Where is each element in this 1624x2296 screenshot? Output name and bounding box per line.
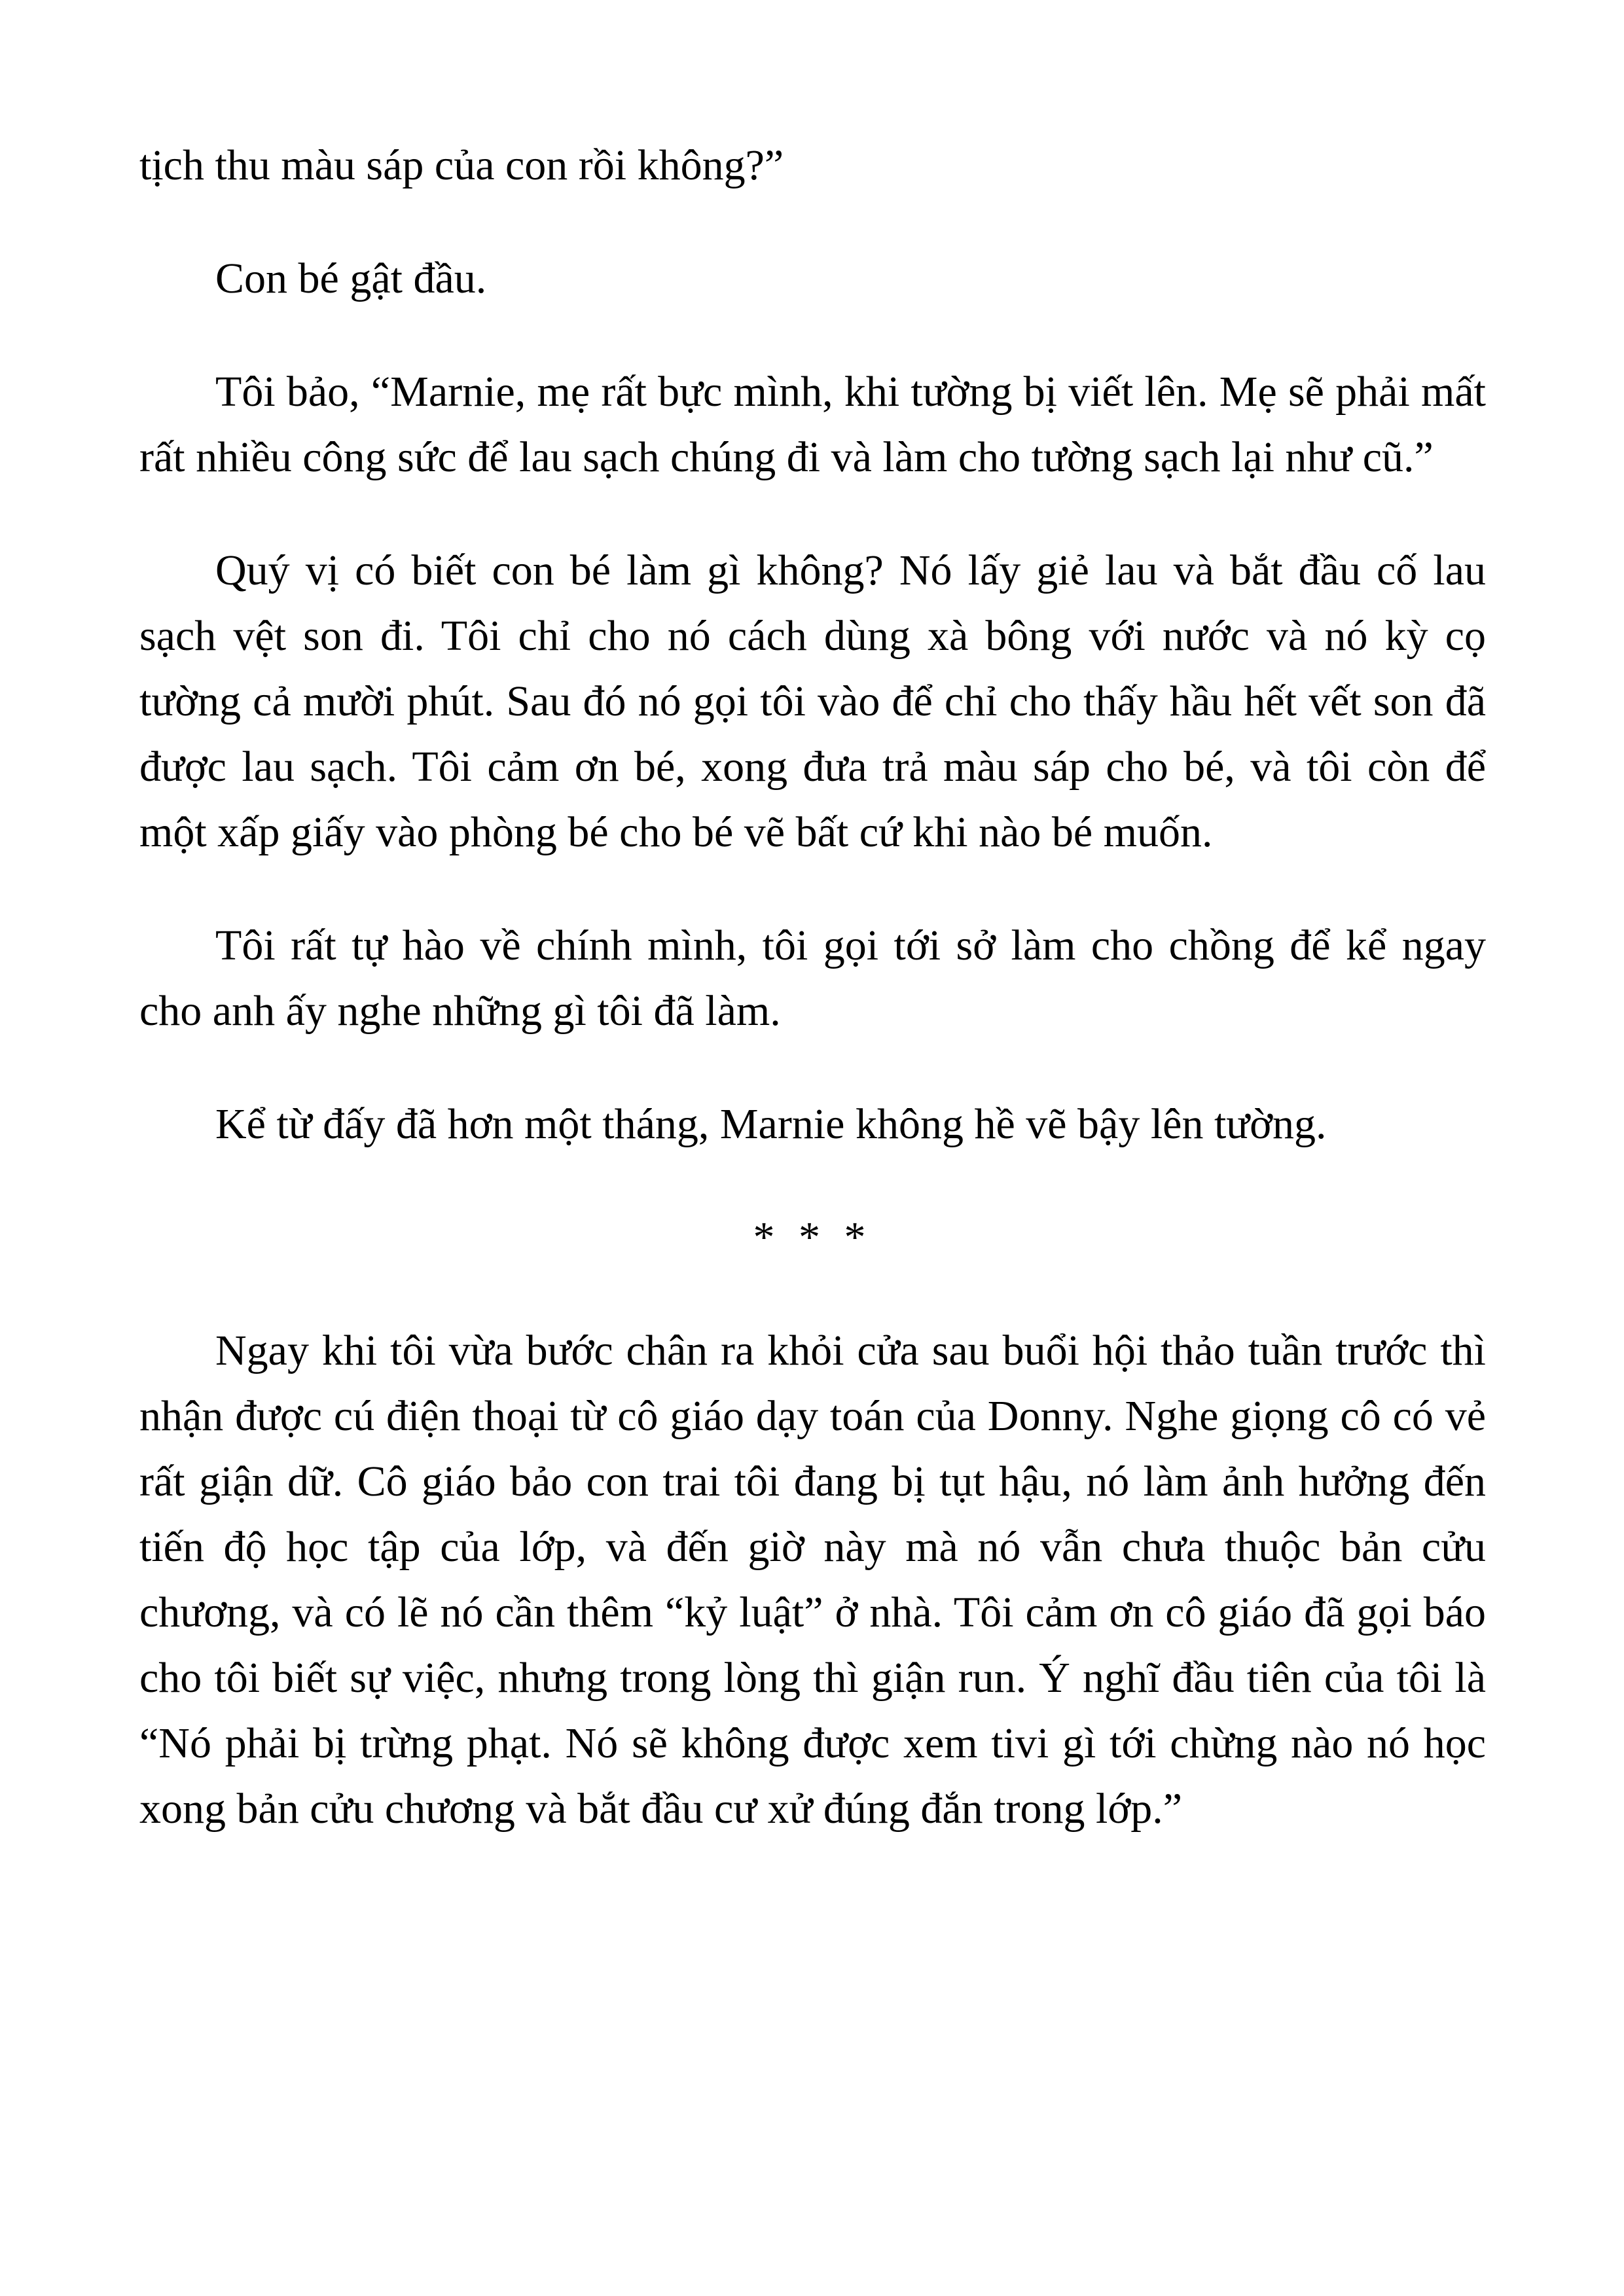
paragraph: Tôi rất tự hào về chính mình, tôi gọi tới sở làm cho chồng để kể ngay cho anh ấy nghe những gì tôi đã làm.	[139, 922, 1486, 1035]
paragraph: Ngay khi tôi vừa bước chân ra khỏi cửa sau buổi hội thảo tuần trước thì nhận được cú điện thoại từ cô giáo dạy toán của Donny. Nghe giọng cô có vẻ rất giận dữ. Cô giáo bảo con trai tôi đang bị tụt hậu, nó làm ảnh hưởng đến tiến độ học tập của lớp, và đến giờ này mà nó vẫn chưa thuộc bản cửu chương, và có lẽ nó cần thêm “kỷ luật” ở nhà. Tôi cảm ơn cô giáo đã gọi báo cho tôi biết sự việc, nhưng trong lòng thì giận run. Ý nghĩ đầu tiên của tôi là “Nó phải bị trừng phạt. Nó sẽ không được xem tivi gì tới chừng nào nó học xong bản cửu chương và bắt đầu cư xử đúng đắn trong lớp.”	[139, 1327, 1486, 1833]
book-page	[139, 133, 1486, 1890]
paragraph: Con bé gật đầu.	[215, 255, 487, 302]
section-separator: * * *	[753, 1213, 873, 1261]
paragraph: Kể từ đấy đã hơn một tháng, Marnie không hề vẽ bậy lên tường.	[215, 1100, 1327, 1148]
paragraph: Quý vị có biết con bé làm gì không? Nó lấy giẻ lau và bắt đầu cố lau sạch vệt son đi. Tôi chỉ cho nó cách dùng xà bông với nước và nó kỳ cọ tường cả mười phút. Sau đó nó gọi tôi vào để chỉ cho thấy hầu hết vết son đã được lau sạch. Tôi cảm ơn bé, xong đưa trả màu sáp cho bé, và tôi còn để một xấp giấy vào phòng bé cho bé vẽ bất cứ khi nào bé muốn.	[139, 547, 1486, 856]
paragraph: Tôi bảo, “Marnie, mẹ rất bực mình, khi tường bị viết lên. Mẹ sẽ phải mất rất nhiều công sức để lau sạch chúng đi và làm cho tường sạch lại như cũ.”	[139, 368, 1486, 481]
paragraph-continuation: tịch thu màu sáp của con rồi không?”	[139, 141, 784, 189]
